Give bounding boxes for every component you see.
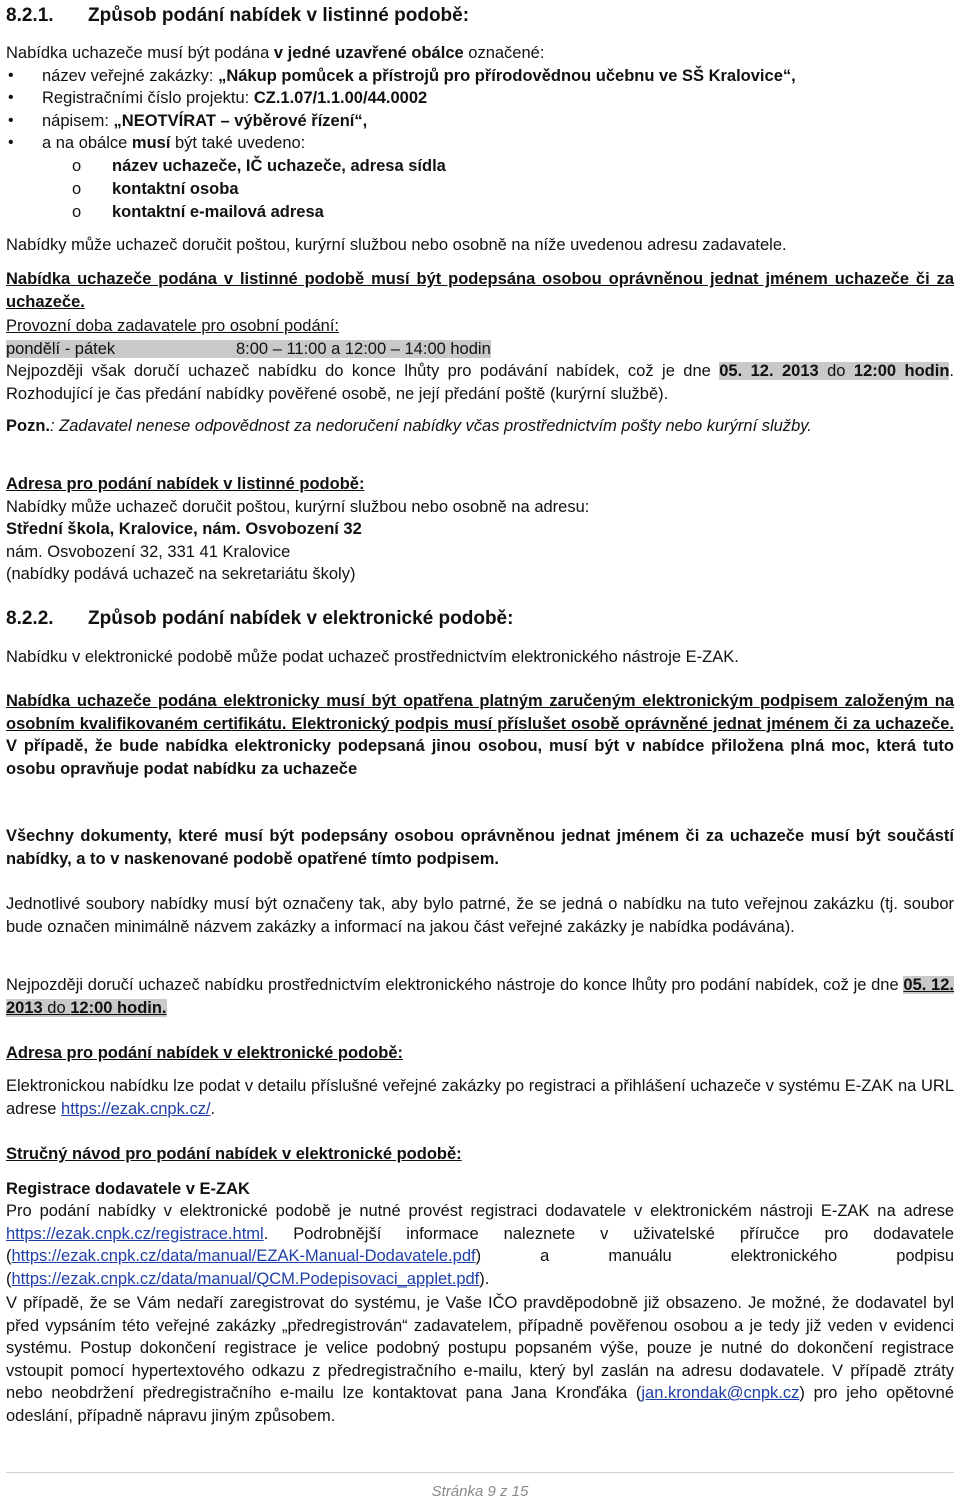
paper-block [6, 42, 954, 224]
paper-address-line: Nabídky může uchazeč doručit poštou, kurýrní službou nebo osobně na adresu: [6, 497, 590, 516]
list-item: • nápisem: „NEOTVÍRAT – výběrové řízení“, [6, 110, 954, 133]
office-hours-row: pondělí - pátek 8:00 – 11:00 a 12:00 – 14:00 hodin [6, 339, 491, 358]
electronic-address-paragraph: Elektronickou nabídku lze podat v detailu příslušné veřejné zakázky po registraci a přihlášení uchazeče v systému E-ZAK na URL adrese https://ezak.cnpk.cz/. [6, 1077, 954, 1118]
paper-address-block [6, 473, 954, 586]
intro-paragraph: Nabídka uchazeče musí být podána v jedné uzavřené obálce označené: [6, 44, 545, 62]
delivery-paragraph: Nabídky může uchazeč doručit poštou, kurýrní službou nebo osobně na níže uvedenou adresu zadavatele. [6, 236, 787, 254]
note-paragraph: Pozn.: Zadavatel nenese odpovědnost za nedoručení nabídky včas prostřednictvím pošty nebo kurýrní služby. [6, 417, 812, 435]
sublist-item: o kontaktní e-mailová adresa [72, 202, 324, 221]
paper-address-line: (nabídky podává uchazeč na sekretariátu školy) [6, 565, 356, 583]
section-8-2-1-heading: 8.2.1. Způsob podání nabídek v listinné podobě: [6, 5, 470, 26]
contact-email-link[interactable]: jan.krondak@cnpk.cz [641, 1384, 800, 1402]
signature-manual-link[interactable]: https://ezak.cnpk.cz/data/manual/QCM.Podepisovaci_applet.pdf [11, 1269, 480, 1288]
guide-title: Stručný návod pro podání nabídek v elektronické podobě: [6, 1145, 462, 1163]
file-naming-paragraph: Jednotlivé soubory nabídky musí být označeny tak, aby bylo patrné, že se jedná o nabídku na tuto veřejnou zakázku (tj. soubor bude označen minimálně názvem zakázky a informací na jakou část veřejné zakázky je nabídka podávána). [6, 895, 954, 936]
section-8-2-2-heading: 8.2.2. Způsob podání nabídek v elektronické podobě: [6, 608, 514, 629]
registration-title: Registrace dodavatele v E-ZAK [6, 1180, 250, 1198]
registration-url-link[interactable]: https://ezak.cnpk.cz/registrace.html [6, 1224, 264, 1243]
esignature-paragraph: Nabídka uchazeče podána elektronicky musí být opatřena platným zaručeným elektronickým podpisem založeným na osobním kvalifikovaném certifikátu. Elektronický podpis musí příslušet osobě oprávněné jednat jménem či za uchazeče. V případě, že bude nabídka elektronicky podepsaná jinou osobou, musí být v nabídce přiložena plná moc, která tuto osobu opravňuje podat nabídku za uchazeče [6, 692, 954, 778]
electronic-deadline-paragraph: Nejpozději doručí uchazeč nabídku prostřednictvím elektronického nástroje do konce lhůty pro podání nabídek, což je dne 05. 12. 2013 do 12:00 hodin. [6, 976, 954, 1017]
list-item: • Registračními číslo projektu: CZ.1.07/1.1.00/44.0002 [6, 87, 954, 110]
sublist-item: o název uchazeče, IČ uchazeče, adresa sídla [72, 156, 446, 175]
paper-address-line: Střední škola, Kralovice, nám. Osvobození 32 [6, 520, 362, 538]
sublist-item: o kontaktní osoba [72, 179, 239, 198]
ezak-paragraph: Nabídku v elektronické podobě může podat uchazeč prostřednictvím elektronického nástroje E-ZAK. [6, 648, 739, 666]
all-documents-paragraph: Všechny dokumenty, které musí být podepsány osobou oprávněnou jednat jménem či za uchazeče musí být součástí nabídky, a to v naskenované podobě opatřené tímto podpisem. [6, 827, 954, 868]
deadline-paragraph: Nejpozději však doručí uchazeč nabídku do konce lhůty pro podávání nabídek, což je dne 05. 12. 2013 do 12:00 hodin. Rozhodující je čas předání nabídky pověřené osobě, ne její předání poště (kurýrní službě). [6, 362, 955, 403]
paper-address-title: Adresa pro podání nabídek v listinné podobě: [6, 475, 365, 493]
signature-requirement: Nabídka uchazeče podána v listinné podobě musí být podepsána osobou oprávněnou jednat jménem uchazeče či za uchazeče. [6, 270, 954, 311]
envelope-sublist [6, 155, 954, 224]
registration-paragraph: Pro podání nabídky v elektronické podobě je nutné provést registraci dodavatele v elektronickém nástroji E-ZAK na adrese https://ezak.cnpk.cz/registrace.html. Podrobnější informace naleznete v uživatelské příručce pro dodavatele (https://ezak.cnpk.cz/data/manual/EZAK-Manual-Dodavatele.pdf) a manuálu elektronického podpisu (https://ezak.cnpk.cz/data/manual/QCM.Podepisovaci_applet.pdf). [6, 1202, 954, 1288]
paper-address-line: nám. Osvobození 32, 331 41 Kralovice [6, 542, 291, 561]
electronic-address-title: Adresa pro podání nabídek v elektronické podobě: [6, 1044, 403, 1062]
envelope-requirements-list [6, 65, 954, 155]
list-item: • název veřejné zakázky: „Nákup pomůcek a přístrojů pro přírodovědnou učebnu ve SŠ Kralovice“, [6, 65, 954, 88]
supplier-manual-link[interactable]: https://ezak.cnpk.cz/data/manual/EZAK-Manual-Dodavatele.pdf [11, 1247, 476, 1265]
page-number: Stránka 9 z 15 [431, 1483, 529, 1500]
office-hours-block [6, 315, 954, 360]
list-item: • a na obálce musí být také uvedeno: [6, 132, 954, 155]
registration-failure-paragraph: V případě, že se Vám nedaří zaregistrovat do systému, je Vaše IČO pravděpodobně již obsazeno. Je možné, že dodavatel byl před vypsáním této veřejné zakázky „předregistrován“ zadavatelem, případně pověřenou osobou a je tedy již veden v evidenci systému. Postup dokončení registrace je velice podobný postupu popsaném výše, pouze je nutné do dokončení registrace vstoupit pomocí hypertextového odkazu z předregistračního e-mailu, který byl zaslán na adresu dodavatele. V případě ztráty nebo neobdržení předregistračního e-mailu lze kontaktovat pana Jana Kronďáka (jan.krondak@cnpk.cz) pro jeho opětovné odeslání, případně nápravu jiným způsobem. [6, 1294, 955, 1425]
office-hours-label: Provozní doba zadavatele pro osobní podání: [6, 317, 339, 335]
ezak-url-link[interactable]: https://ezak.cnpk.cz/ [61, 1099, 211, 1118]
footer-divider [6, 1472, 954, 1473]
